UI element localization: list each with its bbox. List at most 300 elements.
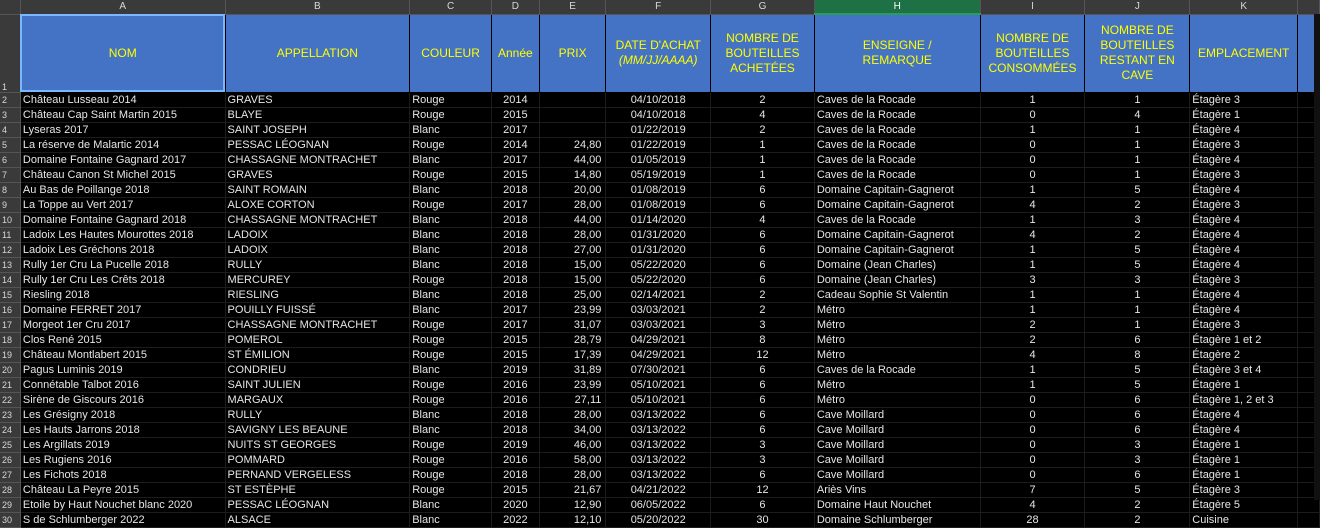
cell-consommees[interactable]: 0 <box>980 407 1085 422</box>
cell-date[interactable]: 03/13/2022 <box>606 422 711 437</box>
cell-annee[interactable]: 2015 <box>491 107 539 122</box>
row-number[interactable]: 30 <box>0 512 20 527</box>
cell-nom[interactable]: S de Schlumberger 2022 <box>20 512 225 527</box>
cell-nom[interactable]: Château Canon St Michel 2015 <box>20 167 225 182</box>
cell-restant[interactable]: 6 <box>1085 407 1190 422</box>
cell-restant[interactable]: 5 <box>1085 482 1190 497</box>
cell-annee[interactable]: 2015 <box>491 167 539 182</box>
cell-enseigne[interactable]: Domaine Capitain-Gagnerot <box>814 242 980 257</box>
cell-annee[interactable]: 2016 <box>491 377 539 392</box>
cell-annee[interactable]: 2018 <box>491 287 539 302</box>
cell-appellation[interactable]: LADOIX <box>225 242 410 257</box>
cell-prix[interactable]: 27,00 <box>539 242 606 257</box>
cell-enseigne[interactable]: Domaine Schlumberger <box>814 512 980 527</box>
cell-achetees[interactable]: 6 <box>711 422 815 437</box>
cell-date[interactable]: 04/10/2018 <box>606 107 711 122</box>
column-header-c[interactable]: C <box>410 0 492 14</box>
row-number[interactable]: 20 <box>0 362 20 377</box>
header-nb-restant[interactable]: NOMBRE DE BOUTEILLES RESTANT EN CAVE <box>1085 14 1190 92</box>
cell-nom[interactable]: Château Lusseau 2014 <box>20 92 225 107</box>
row-number[interactable]: 8 <box>0 182 20 197</box>
cell-emplacement[interactable]: Étagère 3 <box>1190 317 1298 332</box>
cell-enseigne[interactable]: Métro <box>814 302 980 317</box>
cell-appellation[interactable]: MARGAUX <box>225 392 410 407</box>
cell-appellation[interactable]: SAVIGNY LES BEAUNE <box>225 422 410 437</box>
cell-appellation[interactable]: POMMARD <box>225 452 410 467</box>
cell-date[interactable]: 03/03/2021 <box>606 317 711 332</box>
cell-achetees[interactable]: 6 <box>711 257 815 272</box>
cell-emplacement[interactable]: Étagère 3 et 4 <box>1190 362 1298 377</box>
cell-consommees[interactable]: 4 <box>980 347 1085 362</box>
row-number[interactable]: 4 <box>0 122 20 137</box>
cell-couleur[interactable]: Rouge <box>410 437 492 452</box>
cell-nom[interactable]: Les Fichots 2018 <box>20 467 225 482</box>
cell-prix[interactable]: 23,99 <box>539 377 606 392</box>
column-header-h[interactable]: H <box>814 0 980 14</box>
cell-couleur[interactable]: Rouge <box>410 377 492 392</box>
cell-restant[interactable]: 3 <box>1085 437 1190 452</box>
cell-prix[interactable]: 46,00 <box>539 437 606 452</box>
cell-restant[interactable]: 6 <box>1085 332 1190 347</box>
cell-emplacement[interactable]: Étagère 1 <box>1190 437 1298 452</box>
cell-couleur[interactable]: Rouge <box>410 197 492 212</box>
cell-appellation[interactable]: BLAYE <box>225 107 410 122</box>
cell-couleur[interactable]: Blanc <box>410 422 492 437</box>
cell-nom[interactable]: Sirène de Giscours 2016 <box>20 392 225 407</box>
cell-restant[interactable]: 3 <box>1085 452 1190 467</box>
cell-restant[interactable]: 6 <box>1085 392 1190 407</box>
row-number[interactable]: 14 <box>0 272 20 287</box>
cell-appellation[interactable]: PESSAC LÉOGNAN <box>225 137 410 152</box>
cell-date[interactable]: 05/19/2019 <box>606 167 711 182</box>
cell-appellation[interactable]: ALOXE CORTON <box>225 197 410 212</box>
cell-couleur[interactable]: Blanc <box>410 512 492 527</box>
cell-date[interactable]: 01/31/2020 <box>606 227 711 242</box>
cell-nom[interactable]: Rully 1er Cru Les Crêts 2018 <box>20 272 225 287</box>
row-number[interactable]: 17 <box>0 317 20 332</box>
cell-achetees[interactable]: 6 <box>711 197 815 212</box>
cell-appellation[interactable]: RULLY <box>225 407 410 422</box>
row-number[interactable]: 19 <box>0 347 20 362</box>
cell-enseigne[interactable]: Cave Moillard <box>814 452 980 467</box>
cell-restant[interactable]: 2 <box>1085 197 1190 212</box>
cell-nom[interactable]: La Toppe au Vert 2017 <box>20 197 225 212</box>
cell-consommees[interactable]: 0 <box>980 422 1085 437</box>
cell-emplacement[interactable]: Étagère 2 <box>1190 347 1298 362</box>
cell-consommees[interactable]: 1 <box>980 212 1085 227</box>
cell-prix[interactable]: 28,79 <box>539 332 606 347</box>
cell-enseigne[interactable]: Métro <box>814 317 980 332</box>
cell-consommees[interactable]: 1 <box>980 242 1085 257</box>
cell-date[interactable]: 01/22/2019 <box>606 122 711 137</box>
cell-consommees[interactable]: 2 <box>980 317 1085 332</box>
cell-couleur[interactable]: Rouge <box>410 392 492 407</box>
cell-prix[interactable]: 17,39 <box>539 347 606 362</box>
cell-appellation[interactable]: CHASSAGNE MONTRACHET <box>225 152 410 167</box>
cell-enseigne[interactable]: Cadeau Sophie St Valentin <box>814 287 980 302</box>
cell-couleur[interactable]: Rouge <box>410 452 492 467</box>
cell-appellation[interactable]: PESSAC LÉOGNAN <box>225 497 410 512</box>
cell-couleur[interactable]: Blanc <box>410 362 492 377</box>
cell-date[interactable]: 06/05/2022 <box>606 497 711 512</box>
cell-emplacement[interactable]: Étagère 4 <box>1190 182 1298 197</box>
cell-achetees[interactable]: 1 <box>711 167 815 182</box>
row-number[interactable]: 18 <box>0 332 20 347</box>
cell-annee[interactable]: 2016 <box>491 452 539 467</box>
header-couleur[interactable]: COULEUR <box>410 14 492 92</box>
cell-couleur[interactable]: Rouge <box>410 137 492 152</box>
cell-emplacement[interactable]: Étagère 1 <box>1190 377 1298 392</box>
cell-enseigne[interactable]: Caves de la Rocade <box>814 92 980 107</box>
row-number[interactable]: 28 <box>0 482 20 497</box>
cell-achetees[interactable]: 12 <box>711 347 815 362</box>
cell-prix[interactable]: 25,00 <box>539 287 606 302</box>
column-header-d[interactable]: D <box>491 0 539 14</box>
header-nom[interactable]: NOM <box>20 14 225 92</box>
cell-nom[interactable]: Les Rugiens 2016 <box>20 452 225 467</box>
cell-achetees[interactable]: 6 <box>711 377 815 392</box>
row-number[interactable]: 13 <box>0 257 20 272</box>
cell-emplacement[interactable]: Étagère 3 <box>1190 137 1298 152</box>
cell-annee[interactable]: 2018 <box>491 212 539 227</box>
column-header-g[interactable]: G <box>711 0 815 14</box>
cell-restant[interactable]: 1 <box>1085 302 1190 317</box>
row-number[interactable]: 26 <box>0 452 20 467</box>
cell-annee[interactable]: 2016 <box>491 392 539 407</box>
cell-consommees[interactable]: 0 <box>980 167 1085 182</box>
row-number[interactable]: 24 <box>0 422 20 437</box>
cell-prix[interactable] <box>539 122 606 137</box>
cell-appellation[interactable]: SAINT JOSEPH <box>225 122 410 137</box>
cell-date[interactable]: 01/14/2020 <box>606 212 711 227</box>
cell-nom[interactable]: Etoile by Haut Nouchet blanc 2020 <box>20 497 225 512</box>
column-header-j[interactable]: J <box>1085 0 1190 14</box>
cell-nom[interactable]: Riesling 2018 <box>20 287 225 302</box>
cell-emplacement[interactable]: Étagère 4 <box>1190 257 1298 272</box>
cell-annee[interactable]: 2018 <box>491 242 539 257</box>
cell-consommees[interactable]: 1 <box>980 92 1085 107</box>
row-number[interactable]: 9 <box>0 197 20 212</box>
cell-restant[interactable]: 2 <box>1085 512 1190 527</box>
cell-enseigne[interactable]: Cave Moillard <box>814 437 980 452</box>
cell-emplacement[interactable]: Étagère 4 <box>1190 152 1298 167</box>
header-annee[interactable]: Année <box>491 14 539 92</box>
cell-consommees[interactable]: 1 <box>980 362 1085 377</box>
cell-achetees[interactable]: 6 <box>711 272 815 287</box>
cell-enseigne[interactable]: Domaine Capitain-Gagnerot <box>814 227 980 242</box>
cell-achetees[interactable]: 2 <box>711 92 815 107</box>
cell-annee[interactable]: 2018 <box>491 182 539 197</box>
cell-nom[interactable]: Château Cap Saint Martin 2015 <box>20 107 225 122</box>
cell-annee[interactable]: 2020 <box>491 497 539 512</box>
cell-enseigne[interactable]: Métro <box>814 377 980 392</box>
cell-restant[interactable]: 2 <box>1085 227 1190 242</box>
cell-couleur[interactable]: Rouge <box>410 317 492 332</box>
cell-emplacement[interactable]: Étagère 4 <box>1190 212 1298 227</box>
cell-prix[interactable] <box>539 92 606 107</box>
cell-date[interactable]: 05/10/2021 <box>606 392 711 407</box>
cell-date[interactable]: 01/05/2019 <box>606 152 711 167</box>
cell-couleur[interactable]: Rouge <box>410 167 492 182</box>
row-number[interactable]: 1 <box>0 14 20 92</box>
cell-emplacement[interactable]: Étagère 4 <box>1190 302 1298 317</box>
cell-prix[interactable]: 28,00 <box>539 467 606 482</box>
cell-restant[interactable]: 1 <box>1085 317 1190 332</box>
cell-date[interactable]: 01/08/2019 <box>606 182 711 197</box>
cell-achetees[interactable]: 1 <box>711 152 815 167</box>
row-number[interactable]: 25 <box>0 437 20 452</box>
cell-nom[interactable]: Domaine Fontaine Gagnard 2017 <box>20 152 225 167</box>
cell-enseigne[interactable]: Ariès Vins <box>814 482 980 497</box>
cell-emplacement[interactable]: Étagère 4 <box>1190 242 1298 257</box>
header-nb-consommees[interactable]: NOMBRE DE BOUTEILLES CONSOMMÉES <box>980 14 1085 92</box>
cell-prix[interactable]: 21,67 <box>539 482 606 497</box>
cell-achetees[interactable]: 4 <box>711 107 815 122</box>
cell-nom[interactable]: Pagus Luminis 2019 <box>20 362 225 377</box>
cell-consommees[interactable]: 3 <box>980 272 1085 287</box>
cell-restant[interactable]: 1 <box>1085 167 1190 182</box>
cell-nom[interactable]: Les Grésigny 2018 <box>20 407 225 422</box>
cell-prix[interactable]: 31,07 <box>539 317 606 332</box>
cell-nom[interactable]: Domaine FERRET 2017 <box>20 302 225 317</box>
cell-achetees[interactable]: 3 <box>711 452 815 467</box>
cell-consommees[interactable]: 0 <box>980 452 1085 467</box>
column-header-k[interactable]: K <box>1190 0 1298 14</box>
cell-prix[interactable]: 27,11 <box>539 392 606 407</box>
cell-emplacement[interactable]: Cuisine <box>1190 512 1298 527</box>
header-prix[interactable]: PRIX <box>539 14 606 92</box>
cell-prix[interactable]: 28,00 <box>539 407 606 422</box>
cell-restant[interactable]: 5 <box>1085 242 1190 257</box>
row-number[interactable]: 5 <box>0 137 20 152</box>
cell-couleur[interactable]: Blanc <box>410 122 492 137</box>
cell-enseigne[interactable]: Domaine (Jean Charles) <box>814 272 980 287</box>
cell-annee[interactable]: 2017 <box>491 197 539 212</box>
cell-restant[interactable]: 6 <box>1085 422 1190 437</box>
cell-enseigne[interactable]: Cave Moillard <box>814 407 980 422</box>
cell-appellation[interactable]: MERCUREY <box>225 272 410 287</box>
vertical-scrollbar[interactable] <box>1314 14 1320 500</box>
cell-prix[interactable]: 44,00 <box>539 152 606 167</box>
header-emplacement[interactable]: EMPLACEMENT <box>1190 14 1298 92</box>
cell-annee[interactable]: 2022 <box>491 512 539 527</box>
column-header-b[interactable]: B <box>225 0 410 14</box>
cell-restant[interactable]: 5 <box>1085 182 1190 197</box>
cell-annee[interactable]: 2019 <box>491 362 539 377</box>
cell-appellation[interactable]: ALSACE <box>225 512 410 527</box>
cell-appellation[interactable]: CONDRIEU <box>225 362 410 377</box>
cell-annee[interactable]: 2018 <box>491 422 539 437</box>
cell-nom[interactable]: La réserve de Malartic 2014 <box>20 137 225 152</box>
cell-couleur[interactable]: Blanc <box>410 257 492 272</box>
cell-consommees[interactable]: 7 <box>980 482 1085 497</box>
cell-enseigne[interactable]: Caves de la Rocade <box>814 212 980 227</box>
cell-achetees[interactable]: 6 <box>711 182 815 197</box>
cell-nom[interactable]: Morgeot 1er Cru 2017 <box>20 317 225 332</box>
cell-date[interactable]: 01/08/2019 <box>606 197 711 212</box>
cell-appellation[interactable]: CHASSAGNE MONTRACHET <box>225 317 410 332</box>
cell-consommees[interactable]: 1 <box>980 302 1085 317</box>
cell-achetees[interactable]: 30 <box>711 512 815 527</box>
cell-appellation[interactable]: ST ÉMILION <box>225 347 410 362</box>
header-enseigne[interactable]: ENSEIGNE / REMARQUE <box>814 14 980 92</box>
cell-consommees[interactable]: 2 <box>980 332 1085 347</box>
cell-consommees[interactable]: 4 <box>980 227 1085 242</box>
cell-date[interactable]: 03/13/2022 <box>606 437 711 452</box>
cell-appellation[interactable]: NUITS ST GEORGES <box>225 437 410 452</box>
cell-achetees[interactable]: 6 <box>711 227 815 242</box>
cell-consommees[interactable]: 0 <box>980 107 1085 122</box>
cell-date[interactable]: 03/13/2022 <box>606 467 711 482</box>
cell-restant[interactable]: 1 <box>1085 92 1190 107</box>
cell-emplacement[interactable]: Étagère 1, 2 et 3 <box>1190 392 1298 407</box>
cell-couleur[interactable]: Blanc <box>410 227 492 242</box>
cell-date[interactable]: 03/03/2021 <box>606 302 711 317</box>
row-number[interactable]: 27 <box>0 467 20 482</box>
cell-achetees[interactable]: 2 <box>711 302 815 317</box>
cell-annee[interactable]: 2017 <box>491 302 539 317</box>
cell-date[interactable]: 04/29/2021 <box>606 347 711 362</box>
cell-restant[interactable]: 3 <box>1085 272 1190 287</box>
cell-achetees[interactable]: 2 <box>711 287 815 302</box>
cell-enseigne[interactable]: Domaine Capitain-Gagnerot <box>814 182 980 197</box>
cell-annee[interactable]: 2014 <box>491 92 539 107</box>
cell-couleur[interactable]: Blanc <box>410 497 492 512</box>
cell-restant[interactable]: 4 <box>1085 107 1190 122</box>
cell-enseigne[interactable]: Métro <box>814 347 980 362</box>
cell-achetees[interactable]: 6 <box>711 362 815 377</box>
cell-enseigne[interactable]: Caves de la Rocade <box>814 137 980 152</box>
cell-achetees[interactable]: 8 <box>711 332 815 347</box>
header-nb-achetees[interactable]: NOMBRE DE BOUTEILLES ACHETÉES <box>711 14 815 92</box>
cell-nom[interactable]: Rully 1er Cru La Pucelle 2018 <box>20 257 225 272</box>
column-header-e[interactable]: E <box>539 0 606 14</box>
cell-nom[interactable]: Ladoix Les Gréchons 2018 <box>20 242 225 257</box>
cell-achetees[interactable]: 1 <box>711 137 815 152</box>
cell-enseigne[interactable]: Caves de la Rocade <box>814 152 980 167</box>
cell-couleur[interactable]: Rouge <box>410 92 492 107</box>
cell-annee[interactable]: 2018 <box>491 407 539 422</box>
cell-couleur[interactable]: Rouge <box>410 332 492 347</box>
cell-date[interactable]: 05/22/2020 <box>606 272 711 287</box>
cell-emplacement[interactable]: Étagère 3 <box>1190 482 1298 497</box>
cell-date[interactable]: 02/14/2021 <box>606 287 711 302</box>
cell-emplacement[interactable]: Étagère 1 <box>1190 452 1298 467</box>
cell-achetees[interactable]: 2 <box>711 122 815 137</box>
cell-achetees[interactable]: 3 <box>711 317 815 332</box>
cell-nom[interactable]: Château Montlabert 2015 <box>20 347 225 362</box>
cell-consommees[interactable]: 28 <box>980 512 1085 527</box>
cell-date[interactable]: 04/29/2021 <box>606 332 711 347</box>
cell-emplacement[interactable]: Étagère 3 <box>1190 167 1298 182</box>
cell-prix[interactable]: 12,10 <box>539 512 606 527</box>
cell-date[interactable]: 04/21/2022 <box>606 482 711 497</box>
cell-appellation[interactable]: RIESLING <box>225 287 410 302</box>
cell-prix[interactable]: 12,90 <box>539 497 606 512</box>
cell-restant[interactable]: 1 <box>1085 137 1190 152</box>
cell-nom[interactable]: Ladoix Les Hautes Mourottes 2018 <box>20 227 225 242</box>
cell-consommees[interactable]: 0 <box>980 437 1085 452</box>
cell-appellation[interactable]: LADOIX <box>225 227 410 242</box>
cell-couleur[interactable]: Rouge <box>410 272 492 287</box>
cell-emplacement[interactable]: Étagère 4 <box>1190 422 1298 437</box>
cell-prix[interactable] <box>539 107 606 122</box>
cell-couleur[interactable]: Blanc <box>410 407 492 422</box>
cell-consommees[interactable]: 1 <box>980 287 1085 302</box>
cell-enseigne[interactable]: Domaine Haut Nouchet <box>814 497 980 512</box>
cell-appellation[interactable]: SAINT JULIEN <box>225 377 410 392</box>
cell-date[interactable]: 05/20/2022 <box>606 512 711 527</box>
cell-restant[interactable]: 1 <box>1085 122 1190 137</box>
cell-achetees[interactable]: 12 <box>711 482 815 497</box>
cell-prix[interactable]: 28,00 <box>539 197 606 212</box>
cell-emplacement[interactable]: Étagère 5 <box>1190 497 1298 512</box>
cell-restant[interactable]: 5 <box>1085 257 1190 272</box>
cell-couleur[interactable]: Blanc <box>410 287 492 302</box>
cell-couleur[interactable]: Rouge <box>410 347 492 362</box>
cell-prix[interactable]: 31,89 <box>539 362 606 377</box>
cell-annee[interactable]: 2019 <box>491 437 539 452</box>
cell-date[interactable]: 01/31/2020 <box>606 242 711 257</box>
cell-emplacement[interactable]: Étagère 3 <box>1190 92 1298 107</box>
cell-prix[interactable]: 23,99 <box>539 302 606 317</box>
cell-appellation[interactable]: PERNAND VERGELESS <box>225 467 410 482</box>
cell-prix[interactable]: 15,00 <box>539 272 606 287</box>
cell-consommees[interactable]: 4 <box>980 497 1085 512</box>
cell-appellation[interactable]: GRAVES <box>225 92 410 107</box>
cell-achetees[interactable]: 6 <box>711 407 815 422</box>
cell-date[interactable]: 03/13/2022 <box>606 452 711 467</box>
cell-emplacement[interactable]: Étagère 1 et 2 <box>1190 332 1298 347</box>
cell-appellation[interactable]: POMEROL <box>225 332 410 347</box>
cell-date[interactable]: 03/13/2022 <box>606 407 711 422</box>
cell-couleur[interactable]: Blanc <box>410 302 492 317</box>
cell-nom[interactable]: Château La Peyre 2015 <box>20 482 225 497</box>
cell-couleur[interactable]: Blanc <box>410 152 492 167</box>
cell-achetees[interactable]: 6 <box>711 242 815 257</box>
cell-consommees[interactable]: 0 <box>980 137 1085 152</box>
cell-consommees[interactable]: 0 <box>980 152 1085 167</box>
cell-consommees[interactable]: 0 <box>980 392 1085 407</box>
cell-couleur[interactable]: Blanc <box>410 212 492 227</box>
cell-emplacement[interactable]: Étagère 4 <box>1190 227 1298 242</box>
cell-achetees[interactable]: 4 <box>711 212 815 227</box>
cell-annee[interactable]: 2015 <box>491 332 539 347</box>
cell-date[interactable]: 05/22/2020 <box>606 257 711 272</box>
cell-restant[interactable]: 6 <box>1085 467 1190 482</box>
cell-nom[interactable]: Clos René 2015 <box>20 332 225 347</box>
cell-prix[interactable]: 58,00 <box>539 452 606 467</box>
cell-date[interactable]: 04/10/2018 <box>606 92 711 107</box>
cell-appellation[interactable]: SAINT ROMAIN <box>225 182 410 197</box>
cell-appellation[interactable]: RULLY <box>225 257 410 272</box>
cell-restant[interactable]: 5 <box>1085 362 1190 377</box>
cell-annee[interactable]: 2015 <box>491 482 539 497</box>
cell-nom[interactable]: Lyseras 2017 <box>20 122 225 137</box>
cell-couleur[interactable]: Blanc <box>410 242 492 257</box>
cell-consommees[interactable]: 1 <box>980 182 1085 197</box>
row-number[interactable]: 12 <box>0 242 20 257</box>
cell-emplacement[interactable]: Étagère 3 <box>1190 272 1298 287</box>
row-number[interactable]: 11 <box>0 227 20 242</box>
cell-nom[interactable]: Domaine Fontaine Gagnard 2018 <box>20 212 225 227</box>
cell-prix[interactable]: 14,80 <box>539 167 606 182</box>
cell-annee[interactable]: 2017 <box>491 152 539 167</box>
cell-annee[interactable]: 2018 <box>491 257 539 272</box>
cell-enseigne[interactable]: Cave Moillard <box>814 467 980 482</box>
cell-date[interactable]: 07/30/2021 <box>606 362 711 377</box>
cell-nom[interactable]: Au Bas de Poillange 2018 <box>20 182 225 197</box>
